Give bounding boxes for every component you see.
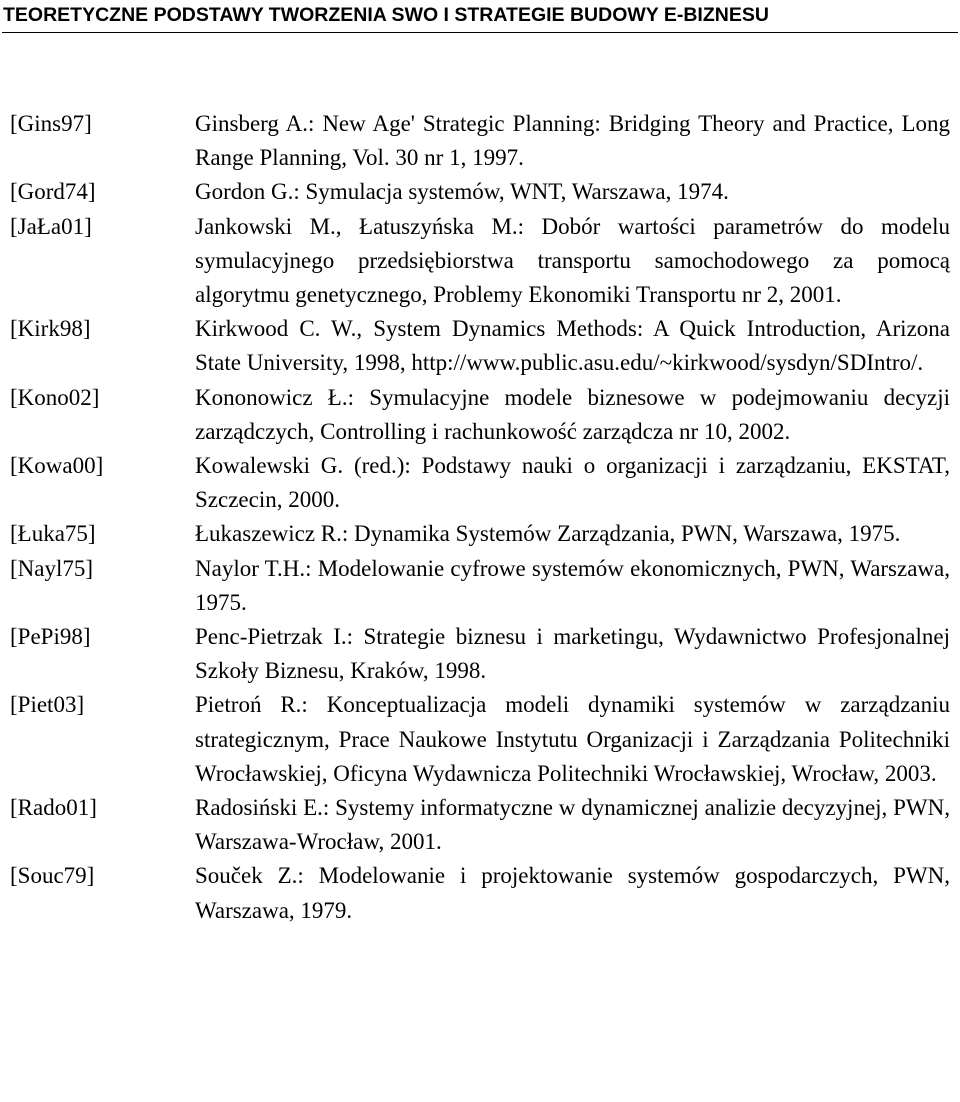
bibliography-entry xyxy=(0,859,960,927)
citation-text: Radosiński E.: Systemy informatyczne w dynamicznej analizie decyzyjnej, PWN, Warszawa-Wrocław, 2001. xyxy=(195,795,950,855)
citation-text: Kirkwood C. W., System Dynamics Methods: A Quick Introduction, Arizona State University, 1998, http://www.public.asu.edu/~kirkwood/sysdyn/SDIntro/. xyxy=(195,316,950,376)
citation-key: [Nayl75] xyxy=(10,555,94,581)
citation-key: [JaŁa01] xyxy=(10,213,92,239)
bibliography-entry xyxy=(0,175,960,209)
bibliography-entry xyxy=(0,620,960,688)
citation-key: [Gord74] xyxy=(10,179,96,205)
citation-key: [Rado01] xyxy=(10,795,97,821)
bibliography-entry xyxy=(0,312,960,380)
citation-key: [Kono02] xyxy=(10,384,100,410)
citation-text: Ginsberg A.: New Age' Strategic Planning: Bridging Theory and Practice, Long Range Planning, Vol. 30 nr 1, 1997. xyxy=(195,111,950,171)
citation-key: [Gins97] xyxy=(10,111,92,136)
citation-text: Jankowski M., Łatuszyńska M.: Dobór wartości parametrów do modelu symulacyjnego przedsiębiorstwa transportu samochodowego za pomocą algorytmu genetycznego, Problemy Ekonomiki Transportu nr 2, 2001. xyxy=(195,213,950,308)
citation-text: Souček Z.: Modelowanie i projektowanie systemów gospodarczych, PWN, Warszawa, 1979. xyxy=(195,863,950,923)
citation-key: [Piet03] xyxy=(10,692,85,718)
citation-text: Naylor T.H.: Modelowanie cyfrowe systemów ekonomicznych, PWN, Warszawa, 1975. xyxy=(195,555,950,615)
citation-key: [Łuka75] xyxy=(10,521,96,547)
bibliography-entry xyxy=(0,381,960,449)
page-header xyxy=(0,0,960,40)
header-rule xyxy=(2,32,958,33)
citation-text: Pietroń R.: Konceptualizacja modeli dynamiki systemów w zarządzaniu strategicznym, Prace Naukowe Instytutu Organizacji i Zarządzania Politechniki Wrocławskiej, Oficyna Wydawnicza Politechniki Wrocławskiej, Wrocław, 2003. xyxy=(195,692,950,786)
citation-text: Kowalewski G. (red.): Podstawy nauki o organizacji i zarządzaniu, EKSTAT, Szczecin, 2000. xyxy=(195,453,950,513)
bibliography-entry xyxy=(0,107,960,175)
bibliography-entry xyxy=(0,449,960,517)
citation-text: Łukaszewicz R.: Dynamika Systemów Zarządzania, PWN, Warszawa, 1975. xyxy=(195,521,901,547)
bibliography-entry xyxy=(0,552,960,620)
bibliography-entry xyxy=(0,517,960,551)
citation-text: Penc-Pietrzak I.: Strategie biznesu i marketingu, Wydawnictwo Profesjonalnej Szkoły Biznesu, Kraków, 1998. xyxy=(195,624,950,684)
page-header-title: TEORETYCZNE PODSTAWY TWORZENIA SWO I STRATEGIE BUDOWY E-BIZNESU xyxy=(3,4,769,26)
citation-key: [Souc79] xyxy=(10,863,95,889)
citation-key: [Kirk98] xyxy=(10,316,91,342)
citation-key: [Kowa00] xyxy=(10,453,104,479)
bibliography-list xyxy=(0,107,960,928)
citation-text: Gordon G.: Symulacja systemów, WNT, Warszawa, 1974. xyxy=(195,179,729,205)
citation-text: Kononowicz Ł.: Symulacyjne modele biznesowe w podejmowaniu decyzji zarządczych, Controlling i rachunkowość zarządcza nr 10, 2002. xyxy=(195,384,950,444)
citation-key: [PePi98] xyxy=(10,624,91,650)
bibliography-entry xyxy=(0,210,960,313)
bibliography-entry xyxy=(0,688,960,791)
bibliography-entry xyxy=(0,791,960,859)
